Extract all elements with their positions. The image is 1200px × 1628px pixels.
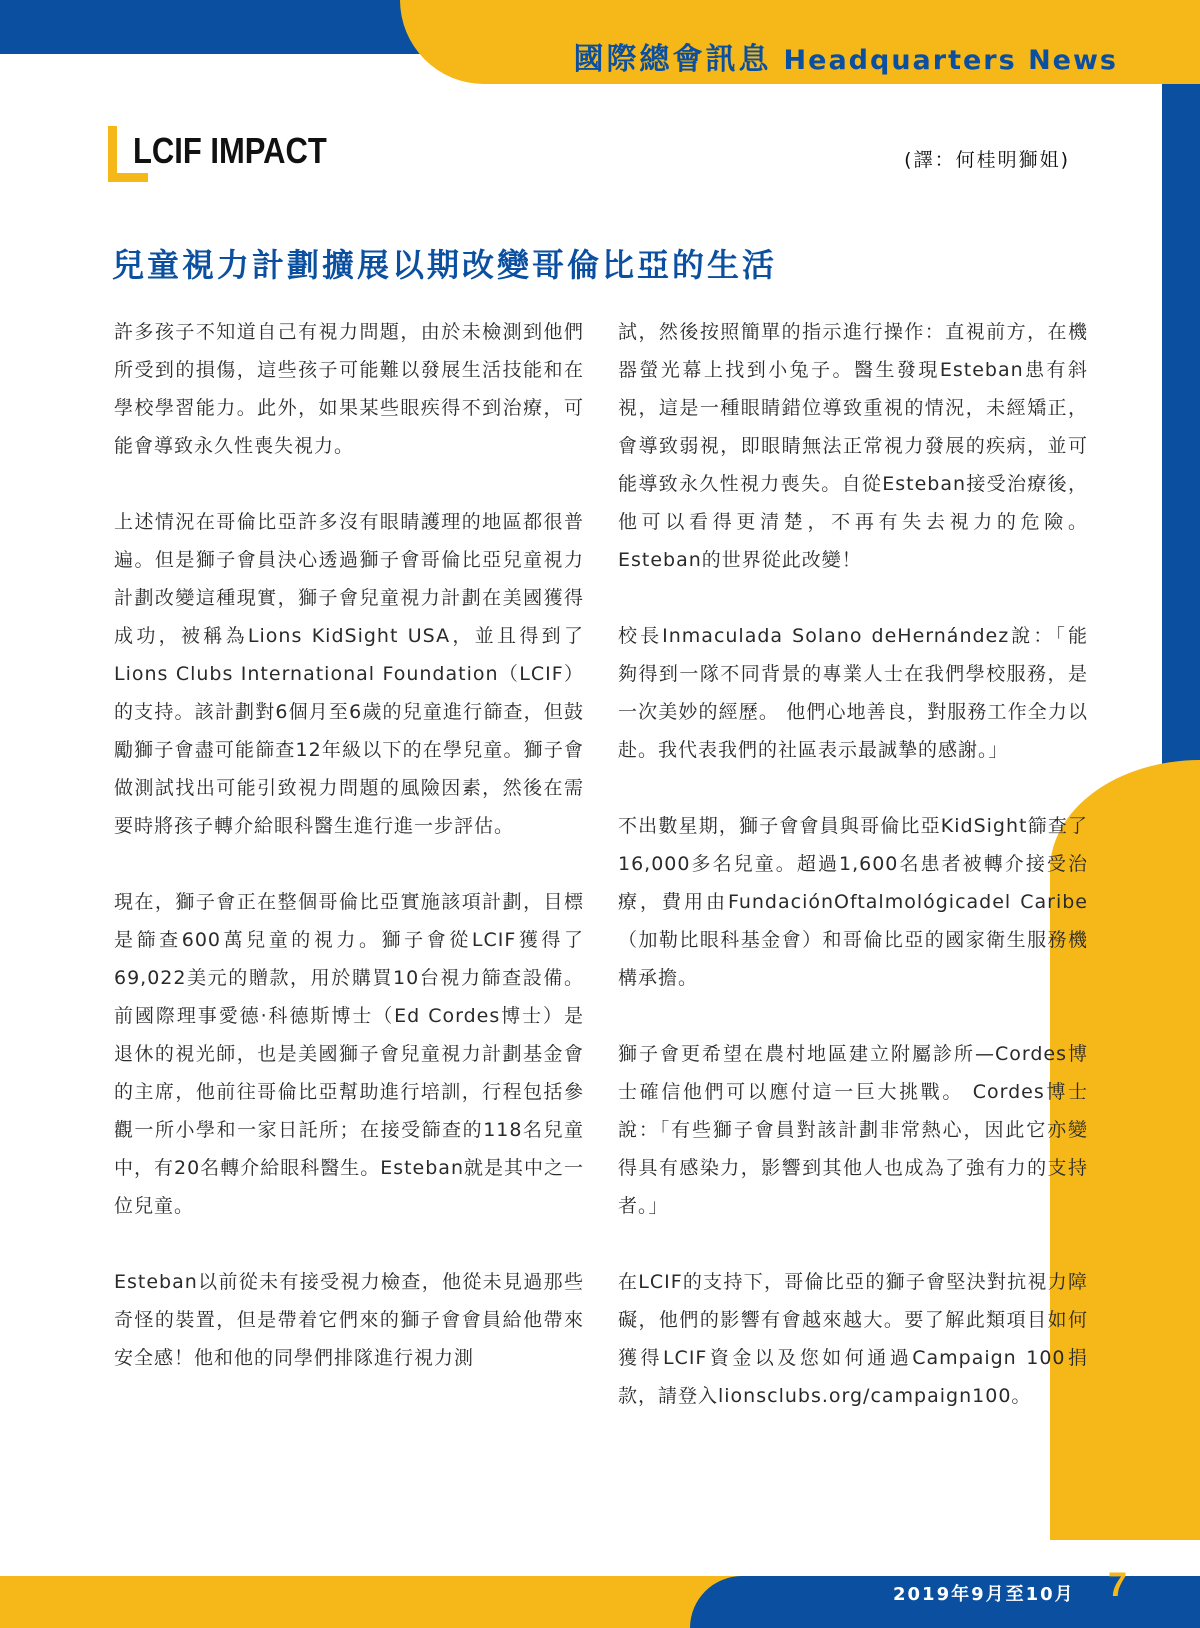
paragraph: 試，然後按照簡單的指示進行操作：直視前方，在機器螢光幕上找到小兔子。醫生發現Esteban患有斜視，這是一種眼睛錯位導致重視的情況，未經矯正，會導致弱視，即眼睛無法正常視力發展的疾病，並可能導致永久性視力喪失。自從Esteban接受治療後，他可以看得更清楚，不再有失去視力的危險。Esteban的世界從此改變！: [618, 321, 1088, 571]
paragraph: Esteban以前從未有接受視力檢查，他從未見過那些奇怪的裝置，但是帶着它們來的獅子會會員給他帶來安全感！他和他的同學們排隊進行視力測: [114, 1271, 584, 1369]
paragraph: 獅子會更希望在農村地區建立附屬診所—Cordes博士確信他們可以應付這一巨大挑戰。 Cordes博士說：「有些獅子會員對該計劃非常熱心，因此它亦變得具有感染力，影響到其他人也成為了強有力的支持者。」: [618, 1043, 1088, 1217]
section-mark-horizontal: [108, 173, 148, 182]
paragraph: 在LCIF的支持下，哥倫比亞的獅子會堅決對抗視力障礙，他們的影響有會越來越大。要了解此類項目如何獲得LCIF資金以及您如何通過Campaign 100捐款，請登入lionsclubs.org/campaign100。: [618, 1271, 1088, 1407]
page-number: 7: [1108, 1566, 1127, 1604]
side-blue-bar: [1162, 84, 1200, 854]
paragraph: 上述情況在哥倫比亞許多沒有眼睛護理的地區都很普遍。但是獅子會員決心透過獅子會哥倫比亞兒童視力計劃改變這種現實，獅子會兒童視力計劃在美國獲得成功，被稱為Lions KidSight USA，並且得到了Lions Clubs International Foundation（LCIF）的支持。該計劃對6個月至6歲的兒童進行篩查，但鼓勵獅子會盡可能篩查12年級以下的在學兒童。獅子會做測試找出可能引致視力問題的風險因素，然後在需要時將孩子轉介給眼科醫生進行進一步評估。: [114, 511, 584, 837]
article-column-left: [114, 313, 584, 1415]
header-blue-band: [0, 0, 440, 54]
header-title-en: Headquarters News: [783, 45, 1118, 76]
paragraph: 不出數星期，獅子會會員與哥倫比亞KidSight篩查了16,000多名兒童。超過1,600名患者被轉介接受治療，費用由FundaciónOftalmológicadel Caribe（加勒比眼科基金會）和哥倫比亞的國家衛生服務機構承擔。: [618, 815, 1088, 989]
header-title-zh: 國際總會訊息: [573, 42, 772, 77]
translator-credit: (譯：何桂明獅姐): [904, 149, 1070, 171]
issue-date: 2019年9月至10月: [893, 1584, 1075, 1605]
article-column-right: [618, 313, 1088, 1453]
paragraph: 校長Inmaculada Solano deHernández說：「能夠得到一隊不同背景的專業人士在我們學校服務，是一次美妙的經歷。 他們心地善良，對服務工作全力以赴。我代表我們的社區表示最誠摯的感謝。」: [618, 625, 1088, 761]
header-title: [574, 34, 1118, 78]
paragraph: 現在，獅子會正在整個哥倫比亞實施該項計劃，目標是篩查600萬兒童的視力。獅子會從LCIF獲得了69,022美元的贈款，用於購買10台視力篩查設備。前國際理事愛德·科德斯博士（Ed Cordes博士）是退休的視光師，也是美國獅子會兒童視力計劃基金會的主席，他前往哥倫比亞幫助進行培訓，行程包括參觀一所小學和一家日託所；在接受篩查的118名兒童中，有20名轉介給眼科醫生。Esteban就是其中之一位兒童。: [114, 891, 584, 1217]
article-title: 兒童視力計劃擴展以期改變哥倫比亞的生活: [112, 246, 778, 284]
section-label: LCIF IMPACT: [133, 130, 327, 171]
paragraph: 許多孩子不知道自己有視力問題，由於未檢測到他們所受到的損傷，這些孩子可能難以發展生活技能和在學校學習能力。此外，如果某些眼疾得不到治療，可能會導致永久性喪失視力。: [114, 321, 584, 457]
